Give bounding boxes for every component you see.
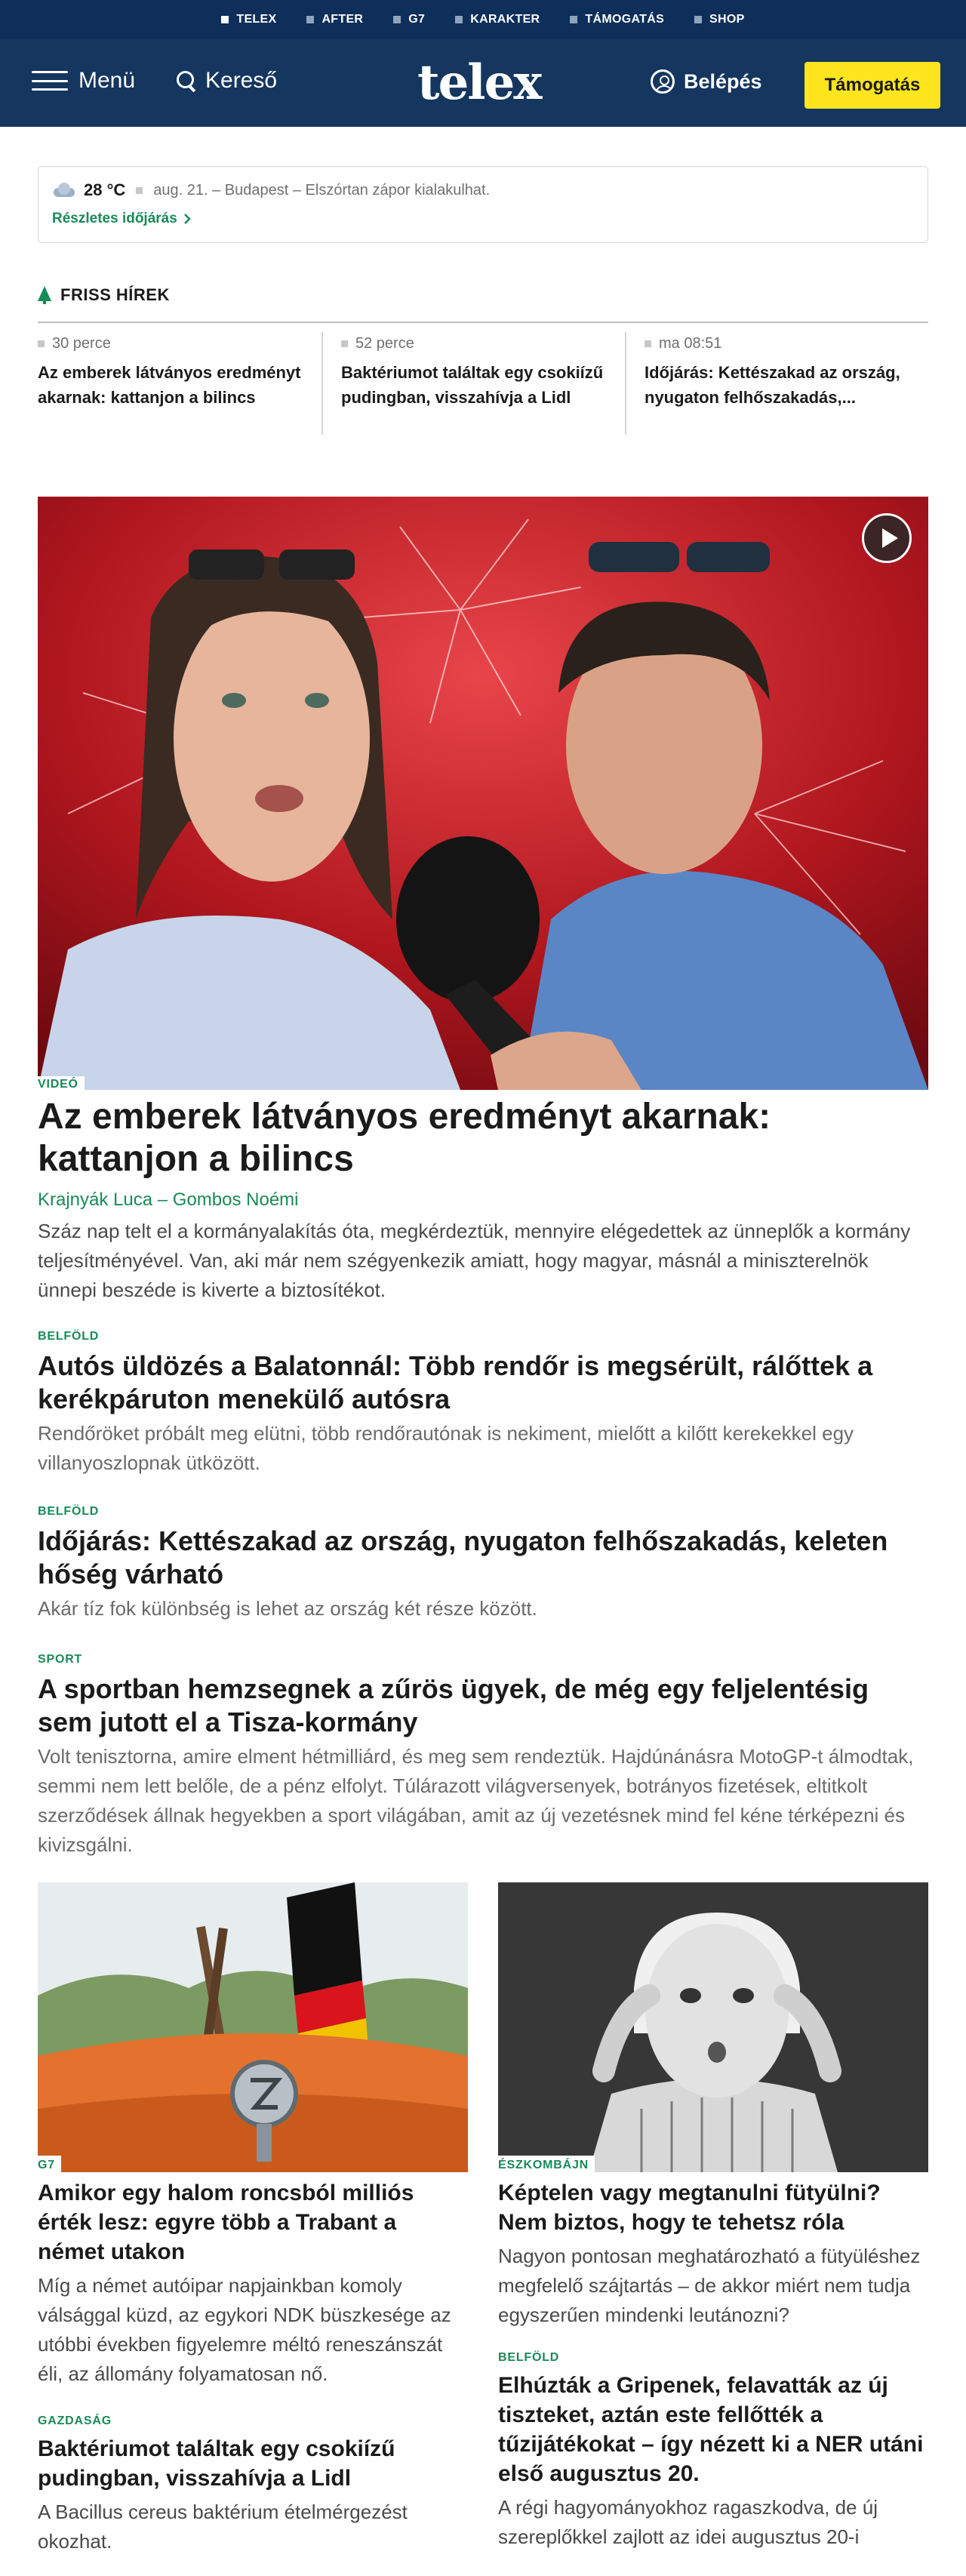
fresh-news-title[interactable]: Az emberek látványos eredményt akarnak: kattanjon a bilincs [38,363,301,407]
trabant-article-image[interactable] [38,1882,468,2172]
article-title[interactable]: Képtelen vagy megtanulni fütyülni? Nem biztos, hogy te tehetsz róla [498,2181,881,2235]
fresh-news-item[interactable] [645,332,928,435]
article-category-tag[interactable]: BELFÖLD [498,2351,560,2364]
right-column [498,2178,928,2552]
weather-widget [38,166,928,243]
fresh-news-heading: FRISS HÍREK [38,285,170,305]
hamburger-icon [32,71,68,91]
play-icon[interactable] [862,513,912,563]
fresh-news-time: ma 08:51 [659,335,722,352]
fresh-news-item[interactable] [341,332,626,435]
article-category-tag[interactable]: BELFÖLD [38,1505,100,1518]
top-nav-item-telex[interactable]: TELEX [221,13,276,26]
article-lead: Míg a német autóipar napjainkban komoly válsággal küzd, az egykori NDK büszkesége az utóbbi években figyelemre méltó reneszánszát éli, az állomány folyamatosan nő. [38,2274,451,2385]
square-bullet-icon [341,340,348,347]
fresh-news-title[interactable]: Baktériumot találtak egy csokiízű pudingban, visszahívja a Lidl [341,363,604,407]
article-lead: Volt tenisztorna, amire elment hétmilliárd, és meg sem rendeztük. Hajdúnánásra MotoGP-t álmodtak, semmi nem lett belőle, de a pénz elfolyt. Túlárazott világversenyek, botrányos fizetések, eltitkolt szerződések állnak hegyekben a sport világában, amit az új vezetésnek mind fel kéne térképezni és kivizsgálni. [38,1745,914,1856]
weather-temperature: 28 °C [84,180,126,199]
article-title[interactable]: Autós üldözés a Balatonnál: Több rendőr is megsérült, rálőttek a kerékpáruton menekülő autósra [38,1350,873,1414]
site-logo[interactable]: telex [417,54,541,111]
square-bullet-icon [136,187,143,194]
login-button[interactable]: Belépés [651,69,762,94]
whistle-article-image[interactable] [498,1882,928,2172]
tree-icon [38,286,51,304]
article-lead: A régi hagyományokhoz ragaszkodva, de új szereplőkkel zajlott az idei augusztus 20-i [498,2496,878,2548]
article-category-tag[interactable]: BELFÖLD [38,1330,100,1343]
trabant-image [38,1882,468,2172]
hero-lead: Száz nap telt el a kormányalakítás óta, megkérdeztük, mennyire elégedettek az ünneplők a kormány teljesítményével. Van, aki már nem szégyenkezik amiatt, hogy magyar, másnál a miniszterelnök ünnepi beszéde is kiverte a biztosítékot. [38,1220,911,1301]
article-category-tag[interactable]: SPORT [38,1653,83,1666]
top-nav-item-tamogatas[interactable]: TÁMOGATÁS [570,13,664,26]
square-bullet-icon [38,340,45,347]
article-category-tag[interactable]: ÉSZKOMBÁJN [498,2156,595,2174]
fresh-news-item[interactable] [38,332,323,435]
weather-forecast: aug. 21. – Budapest – Elszórtan zápor kialakulhat. [153,181,491,199]
article-title[interactable]: Amikor egy halom roncsból milliós érték lesz: egyre több a Trabant a német utakon [38,2181,414,2264]
top-nav-item-karakter[interactable]: KARAKTER [455,13,540,26]
weather-details-link[interactable]: Részletes időjárás [52,211,914,227]
divider [38,322,928,323]
square-bullet-icon [455,16,463,23]
article-title[interactable]: Időjárás: Kettészakad az ország, nyugaton felhőszakadás, keleten hőség várható [38,1525,888,1590]
top-nav-item-g7[interactable]: G7 [393,13,425,26]
article-lead: Rendőröket próbált meg elütni, több rendőrautónak is nekiment, mielőtt a kilőtt kerekekkel egy villanyoszlopnak ütközött. [38,1422,854,1474]
site-header [0,39,966,127]
search-button[interactable]: Kereső [177,68,277,94]
left-column [38,2178,468,2556]
article-lead: Nagyon pontosan meghatározható a fütyüléshez megfelelő szájtartás – de akkor miért nem tudja egyszerűen mindenki leutánozni? [498,2245,921,2326]
fresh-news-time: 30 perce [52,335,111,352]
article-category-tag[interactable]: G7 [38,2156,61,2174]
fresh-news-list [38,332,928,435]
article-item[interactable] [38,1505,928,1623]
user-icon [651,69,675,94]
hero-title[interactable]: Az emberek látványos eredményt akarnak: kattanjon a bilincs [38,1097,771,1179]
article-title[interactable]: A sportban hemzsegnek a zűrös ügyek, de még egy feljelentésig sem jutott el a Tisza-kormány [38,1673,869,1737]
square-bullet-icon [645,340,651,347]
hero-image [38,497,928,1090]
top-nav-item-shop[interactable]: SHOP [694,13,745,26]
article-lead: A Bacillus cereus baktérium ételmérgezést okozhat. [38,2501,408,2553]
hero-category-tag[interactable]: VIDEÓ [38,1076,85,1093]
square-bullet-icon [570,16,577,23]
article-item[interactable] [38,1330,928,1478]
whistle-image [498,1882,928,2172]
top-nav [0,0,966,39]
fresh-news-time: 52 perce [355,335,414,352]
menu-button[interactable]: Menü [32,68,135,94]
square-bullet-icon [221,16,229,23]
square-bullet-icon [694,16,702,23]
square-bullet-icon [306,16,314,23]
article-title[interactable]: Elhúzták a Gripenek, felavatták az új tiszteket, aztán este fellőtték a tűzijátékokat – így nézett ki a NER utáni első augusztus 20. [498,2373,924,2486]
support-button[interactable]: Támogatás [804,62,940,109]
square-bullet-icon [393,16,401,23]
cloud-icon [52,182,76,199]
article-title[interactable]: Baktériumot találtak egy csokiízű pudingban, visszahívja a Lidl [38,2436,395,2491]
article-lead: Akár tíz fok különbség is lehet az ország két része között. [38,1597,537,1620]
article-item[interactable] [38,1653,928,1860]
hero-author[interactable]: Krajnyák Luca – Gombos Noémi [38,1190,299,1210]
chevron-right-icon [183,214,191,224]
search-icon [177,71,196,91]
hero-video-thumbnail[interactable] [38,497,928,1090]
top-nav-item-after[interactable]: AFTER [306,13,363,26]
fresh-news-title[interactable]: Időjárás: Kettészakad az ország, nyugaton felhőszakadás,... [645,363,900,407]
article-category-tag[interactable]: GAZDASÁG [38,2414,112,2427]
